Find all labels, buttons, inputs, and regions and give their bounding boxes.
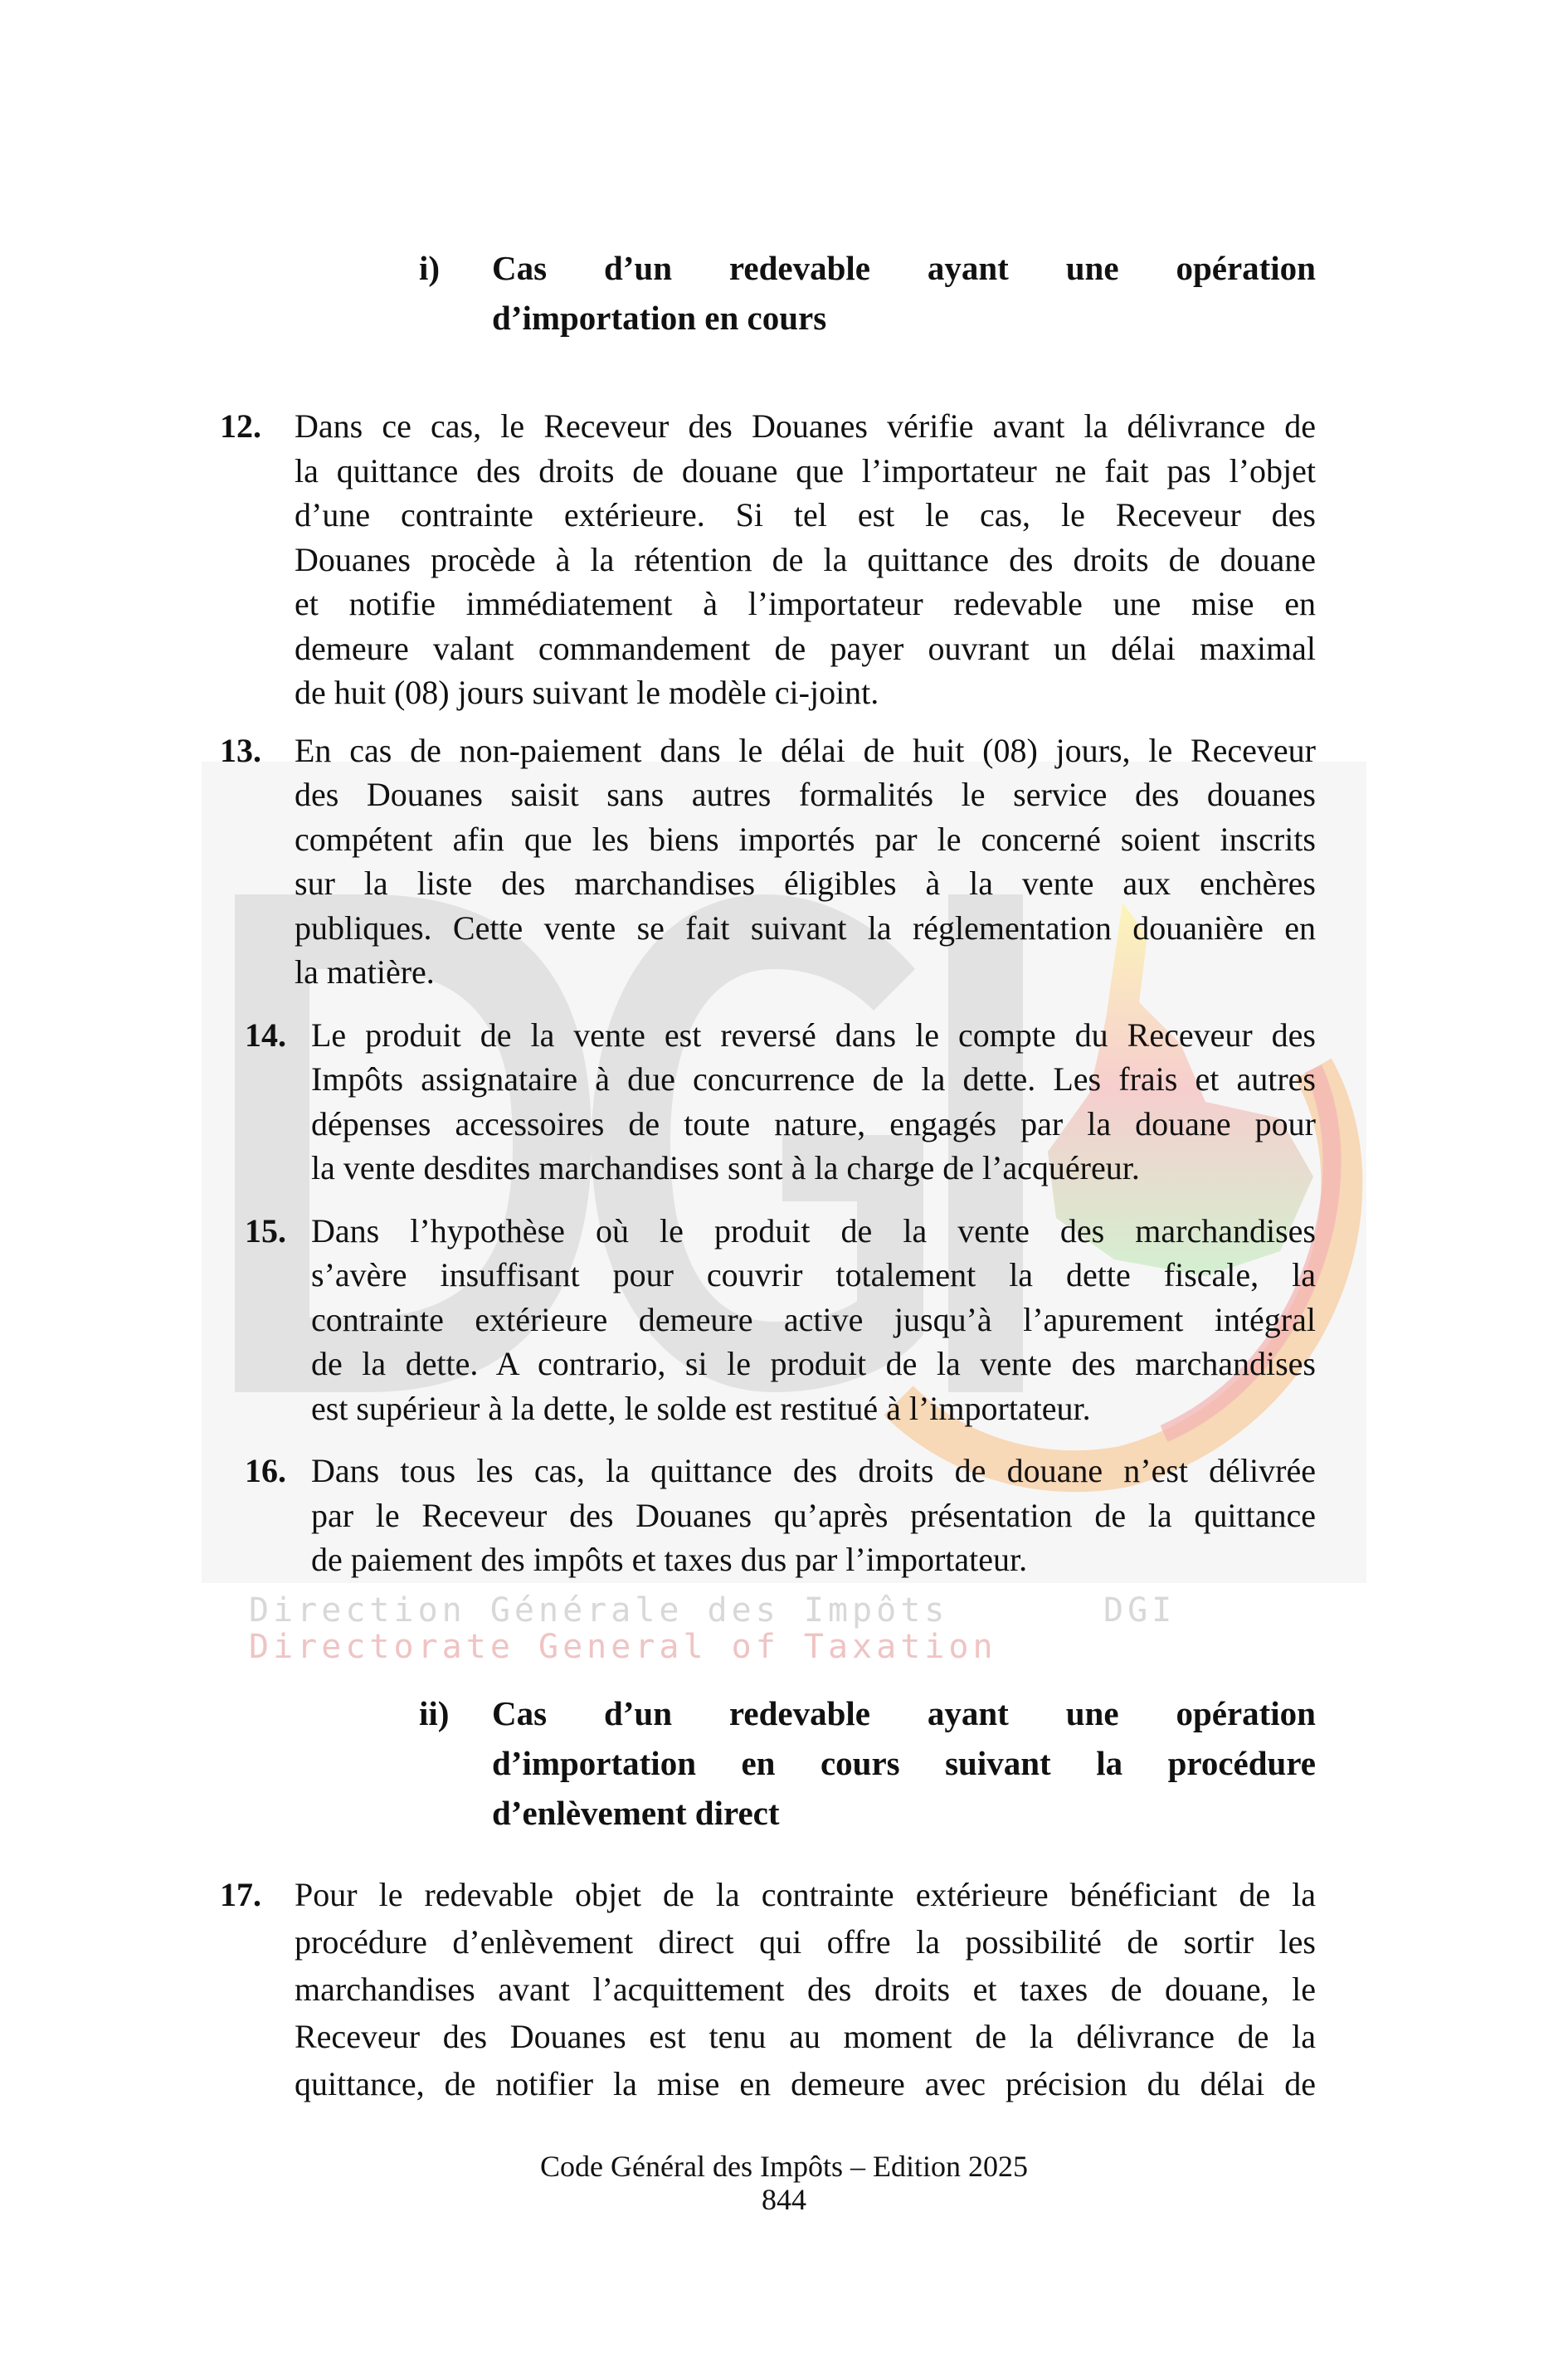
page-number: 844: [762, 2183, 806, 2216]
paragraph-text: [295, 404, 1316, 715]
text-line: dépenses accessoires de toute nature, engagés par la douane pour: [311, 1104, 1316, 1142]
text-line: par le Receveur des Douanes qu’après présentation de la quittance: [311, 1496, 1316, 1534]
text-line: compétent afin que les biens importés par le concerné soient inscrits: [295, 820, 1316, 858]
paragraph-number: 13.: [220, 731, 261, 769]
paragraph-12: [0, 404, 1568, 715]
text-line: Dans tous les cas, la quittance des droits de douane n’est délivrée: [311, 1452, 1316, 1489]
text-line: de paiement des impôts et taxes dus par l’importateur.: [311, 1541, 1028, 1578]
text-line: procédure d’enlèvement direct qui offre la possibilité de sortir les: [295, 1922, 1316, 1961]
paragraph-17: [0, 1871, 1568, 2107]
section-heading-i: [419, 243, 1316, 343]
paragraph-text: [295, 1871, 1316, 2107]
text-line: Impôts assignataire à due concurrence de la dette. Les frais et autres: [311, 1060, 1316, 1098]
paragraph-number: 12.: [220, 407, 261, 445]
section-title: [492, 243, 1316, 343]
paragraph-14: [0, 1013, 1568, 1191]
text-line: des Douanes saisit sans autres formalités le service des douanes: [295, 776, 1316, 813]
paragraph-text: [311, 1449, 1316, 1582]
text-line: Dans l’hypothèse où le produit de la vente des marchandises: [311, 1211, 1316, 1250]
section-title-line: d’importation en cours suivant la procédure: [492, 1743, 1316, 1782]
text-line: la matière.: [295, 953, 435, 991]
watermark-text-fr: Direction Générale des Impôts: [249, 1591, 949, 1630]
section-marker: ii): [419, 1693, 450, 1732]
watermark-text-en: Directorate General of Taxation: [249, 1627, 997, 1666]
text-line: contrainte extérieure demeure active jusqu’à l’apurement intégral: [311, 1300, 1316, 1338]
text-line: de huit (08) jours suivant le modèle ci-joint.: [295, 674, 879, 711]
text-line: Douanes procède à la rétention de la quittance des droits de douane: [295, 540, 1316, 578]
text-line: de la dette. A contrario, si le produit de la vente des marchandises: [311, 1345, 1316, 1382]
paragraph-number: 16.: [245, 1452, 286, 1489]
text-line: est supérieur à la dette, le solde est restitué à l’importateur.: [311, 1389, 1091, 1427]
watermark-letters-text: DGI: [1103, 1591, 1176, 1630]
section-title-line: d’importation en cours: [492, 299, 827, 337]
section-title-line: Cas d’un redevable ayant une opération: [492, 1693, 1316, 1732]
paragraph-text: [295, 728, 1316, 995]
text-line: s’avère insuffisant pour couvrir totalement la dette fiscale, la: [311, 1256, 1316, 1293]
text-line: sur la liste des marchandises éligibles à la vente aux enchères: [295, 865, 1316, 902]
text-line: Pour le redevable objet de la contrainte extérieure bénéficiant de la: [295, 1875, 1316, 1913]
paragraph-16: [0, 1449, 1568, 1582]
text-line: la quittance des droits de douane que l’importateur ne fait pas l’objet: [295, 451, 1316, 490]
paragraph-number: 14.: [245, 1016, 286, 1054]
paragraph-13: [0, 728, 1568, 995]
text-line: d’une contrainte extérieure. Si tel est le cas, le Receveur des: [295, 496, 1316, 533]
text-line: quittance, de notifier la mise en demeure avec précision du délai de: [295, 2064, 1316, 2102]
footer-title: Code Général des Impôts – Edition 2025: [540, 2150, 1028, 2183]
text-line: En cas de non-paiement dans le délai de huit (08) jours, le Receveur: [295, 731, 1316, 769]
section-title-line: Cas d’un redevable ayant une opération: [492, 249, 1316, 287]
text-line: Dans ce cas, le Receveur des Douanes vérifie avant la délivrance de: [295, 407, 1316, 445]
paragraph-text: [311, 1209, 1316, 1431]
paragraph-number: 15.: [245, 1211, 286, 1250]
text-line: Receveur des Douanes est tenu au moment de la délivrance de la: [295, 2017, 1316, 2055]
section-title-line: d’enlèvement direct: [492, 1793, 780, 1832]
body-flow: [0, 243, 1568, 2107]
text-line: la vente desdites marchandises sont à la charge de l’acquéreur.: [311, 1149, 1140, 1186]
section-heading-ii: [419, 1688, 1316, 1838]
text-line: et notifie immédiatement à l’importateur redevable une mise en: [295, 585, 1316, 622]
paragraph-text: [311, 1013, 1316, 1191]
paragraph-number: 17.: [220, 1875, 261, 1913]
section-title: [492, 1688, 1316, 1838]
paragraph-15: [0, 1209, 1568, 1431]
text-line: marchandises avant l’acquittement des droits et taxes de douane, le: [295, 1970, 1316, 2008]
text-line: publiques. Cette vente se fait suivant la réglementation douanière en: [295, 909, 1316, 947]
text-line: Le produit de la vente est reversé dans le compte du Receveur des: [311, 1016, 1316, 1054]
text-line: demeure valant commandement de payer ouvrant un délai maximal: [295, 629, 1316, 667]
section-marker: i): [419, 249, 441, 287]
